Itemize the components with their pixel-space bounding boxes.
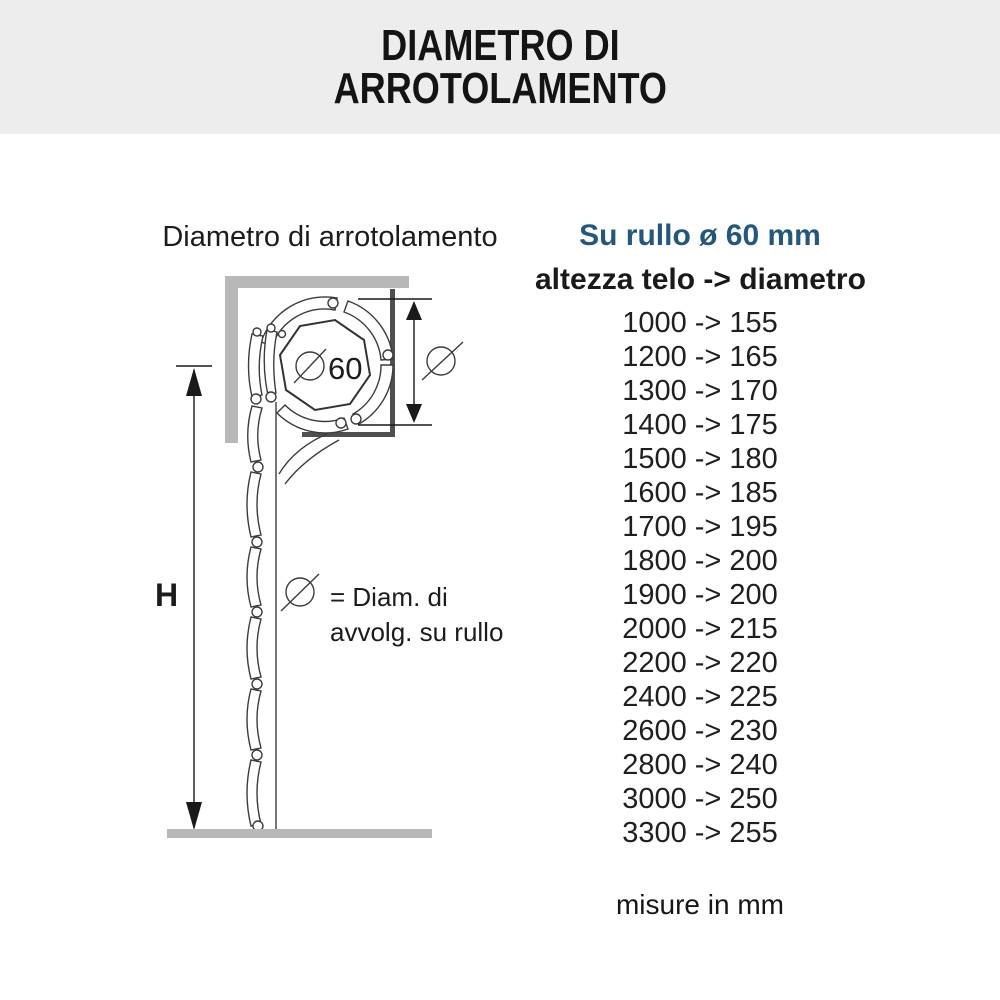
table-row: 2200 -> 220 <box>622 647 778 679</box>
ground-line <box>167 829 432 838</box>
tube-diameter-value: 60 <box>328 351 363 386</box>
table-row: 1300 -> 170 <box>622 375 778 407</box>
table-row: 1600 -> 185 <box>622 477 778 509</box>
table-row: 2000 -> 215 <box>622 613 778 645</box>
legend-text-line2: avvolg. su rullo <box>330 617 504 647</box>
table-row: 1700 -> 195 <box>622 511 778 543</box>
table-row: 1500 -> 180 <box>622 443 778 475</box>
table-row: 2400 -> 225 <box>622 681 778 713</box>
hanging-curtain <box>247 402 276 831</box>
table-row: 1200 -> 165 <box>622 341 778 373</box>
page-header-banner <box>0 0 1000 134</box>
diameter-table <box>535 219 865 921</box>
table-row: 2600 -> 230 <box>622 715 778 747</box>
page-title-line1: DIAMETRO DI <box>380 21 620 70</box>
table-footer: misure in mm <box>615 889 784 920</box>
table-row: 3300 -> 255 <box>622 817 778 849</box>
curtain-transition-curves <box>279 432 339 484</box>
table-row: 1400 -> 175 <box>622 409 778 441</box>
table-row: 1900 -> 200 <box>622 579 778 611</box>
diagram-heading: Diametro di arrotolamento <box>162 221 498 253</box>
height-dimension-arrow <box>176 366 212 830</box>
diameter-table-rows <box>535 306 865 850</box>
table-row: 1000 -> 155 <box>622 307 778 339</box>
page-title-line2: ARROTOLAMENTO <box>333 64 667 113</box>
legend-text-line1: = Diam. di <box>330 582 448 612</box>
height-label: H <box>155 577 179 613</box>
table-title: Su rullo ø 60 mm <box>579 219 821 252</box>
table-subtitle: altezza telo -> diametro <box>535 263 866 296</box>
table-row: 3000 -> 250 <box>622 783 778 815</box>
table-row: 2800 -> 240 <box>622 749 778 781</box>
legend-diameter-symbol <box>281 574 319 611</box>
roller-shutter-diagram <box>140 260 485 860</box>
table-row: 1800 -> 200 <box>622 545 778 577</box>
